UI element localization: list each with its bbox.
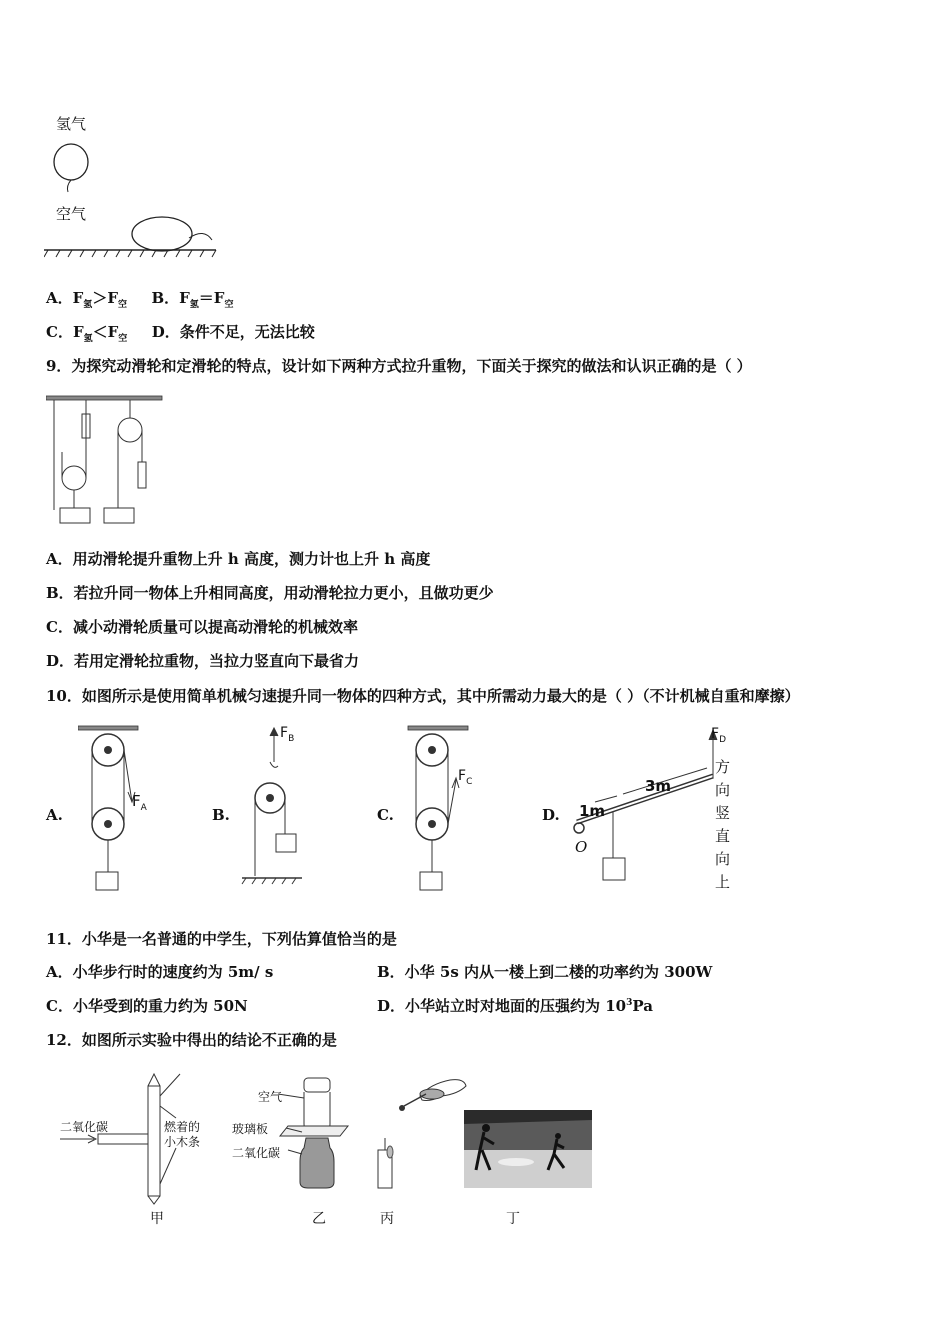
q10-option-d-label[interactable]: D. — [542, 806, 560, 824]
q8-option-d[interactable]: D．条件不足，无法比较 — [151, 323, 315, 341]
q10-option-b-label[interactable]: B. — [212, 806, 230, 824]
force-a-label: $F_A$ — [132, 792, 147, 813]
pivot-label: O — [575, 838, 588, 856]
q8-options-ab — [46, 287, 233, 310]
glass-plate-label: 玻璃板 — [232, 1122, 269, 1136]
q9-stem: 9．为探究动滑轮和定滑轮的特点，设计如下两种方式拉升重物，下面关于探究的做法和认识正确的是（ ） — [46, 357, 752, 375]
q12-stem: 12．如图所示实验中得出的结论不正确的是 — [46, 1031, 337, 1049]
air-label-yi: 空气 — [258, 1090, 283, 1104]
air-label: 空气 — [56, 205, 87, 223]
balloon-drawing — [44, 110, 224, 260]
q10-figure-b — [240, 722, 320, 890]
pulley-b-drawing — [240, 722, 320, 890]
q9-figure — [46, 392, 168, 527]
q8-figure — [44, 110, 224, 260]
q12-figure-bing — [370, 1072, 470, 1192]
q8-option-a[interactable]: A．$F_氢>F_空$ — [46, 289, 127, 310]
caption-ding: 丁 — [506, 1211, 520, 1227]
caption-bing: 丙 — [380, 1211, 394, 1227]
burning-stick-label-2: 小木条 — [164, 1135, 201, 1149]
q12-figure-ding — [464, 1110, 592, 1188]
q10-figure-c — [402, 722, 492, 892]
match-candle-drawing — [370, 1072, 470, 1192]
q9-option-b[interactable]: B．若拉升同一物体上升相同高度，用动滑轮拉力更小，且做功更少 — [46, 584, 494, 602]
q10-figure-d — [565, 722, 745, 894]
pulley-setup-drawing — [46, 392, 168, 527]
q11-option-a[interactable]: A．小华步行时的速度约为 5m/ s — [46, 963, 274, 981]
q9-option-a[interactable]: A．用动滑轮提升重物上升 h 高度，测力计也上升 h 高度 — [46, 550, 431, 568]
q10-figure-a — [78, 722, 168, 892]
q12-figure-jia — [56, 1066, 216, 1206]
q10-option-c-label[interactable]: C. — [377, 806, 394, 824]
hydrogen-label: 氢气 — [56, 115, 87, 133]
q9-option-c[interactable]: C．减小动滑轮质量可以提高动滑轮的机械效率 — [46, 618, 358, 636]
q12-figure-yi — [232, 1072, 362, 1192]
photo-runners-drawing — [464, 1110, 592, 1188]
q11-option-d[interactable]: D．小华站立时对地面的压强约为 $10^3Pa$ — [377, 997, 653, 1015]
caption-yi: 乙 — [312, 1211, 326, 1227]
caption-jia: 甲 — [150, 1211, 164, 1227]
direction-text: 方 向 竖 直 向 上 — [715, 758, 731, 891]
co2-label-yi: 二氧化碳 — [232, 1146, 281, 1160]
q8-option-b[interactable]: B．$F_氢=F_空$ — [151, 289, 234, 310]
q10-option-a-label[interactable]: A. — [46, 806, 63, 824]
force-c-label: $F_C$ — [458, 768, 473, 787]
q10-stem: 10．如图所示是使用简单机械匀速提升同一物体的四种方式，其中所需动力最大的是（ ）（不计机械自重和摩擦） — [46, 687, 800, 705]
burning-stick-label-1: 燃着的 — [164, 1120, 201, 1134]
q8-option-c[interactable]: C．$F_氢<F_空$ — [46, 323, 128, 344]
force-d-label: $F_D$ — [711, 726, 726, 745]
lever-short-arm-label: 1m — [579, 802, 606, 820]
q11-option-c[interactable]: C．小华受到的重力约为 50N — [46, 997, 248, 1015]
pulley-block-a-drawing — [78, 722, 168, 892]
q11-stem: 11．小华是一名普通的中学生，下列估算值恰当的是 — [46, 930, 397, 948]
co2-label-jia: 二氧化碳 — [60, 1120, 109, 1134]
q8-options-cd — [46, 321, 315, 344]
q9-option-d[interactable]: D．若用定滑轮拉重物，当拉力竖直向下最省力 — [46, 652, 360, 670]
q11-option-b[interactable]: B．小华 5s 内从一楼上到二楼的功率约为 300W — [377, 963, 713, 981]
force-b-label: $F_B$ — [280, 725, 295, 744]
pulley-block-c-drawing — [402, 722, 492, 892]
lever-long-arm-label: 3m — [645, 777, 672, 795]
